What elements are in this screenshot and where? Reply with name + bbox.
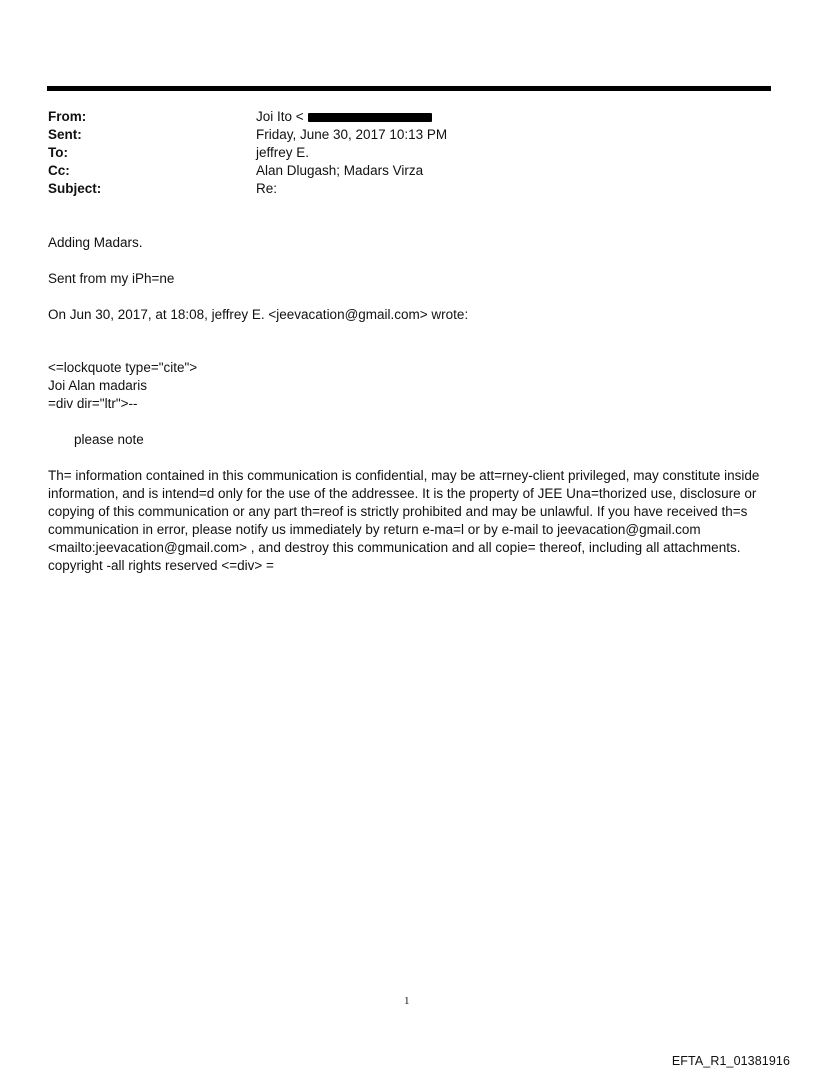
to-row	[48, 144, 748, 162]
disclaimer-paragraph: Th= information contained in this communication is confidential, may be att=rney-client privileged, may constitute inside information, and is intend=d only for the use of the addressee. It is the property of JEE Una=thorized use, disclosure or copying of this communication or any part th=reof is strictly prohibited and may be unlawful. If you have received th=s communication in error, please notify us immediately by return e-ma=l or by e-mail to jeevacation@gmail.com <mailto:jeevacation@gmail.com> , and destroy this communication and all copie= thereof, including all attachments. copyright -all rights reserved <=div> =	[48, 468, 760, 573]
quote-line-1: <=lockquote type="cite">	[48, 360, 198, 375]
from-value	[256, 108, 748, 126]
from-label: From:	[48, 109, 87, 124]
body-line-adding: Adding Madars.	[48, 235, 143, 250]
cc-value: Alan Dlugash; Madars Virza	[256, 163, 424, 178]
sent-value: Friday, June 30, 2017 10:13 PM	[256, 127, 448, 142]
to-value: jeffrey E.	[256, 145, 310, 160]
cc-row	[48, 162, 748, 180]
subject-value: Re:	[256, 181, 278, 196]
document-id: EFTA_R1_01381916	[671, 1054, 790, 1068]
cc-label: Cc:	[48, 163, 70, 178]
from-row	[48, 108, 748, 126]
quote-line-2: Joi Alan madaris	[48, 378, 148, 393]
subject-row	[48, 180, 748, 198]
sent-row	[48, 126, 748, 144]
note-line: please note	[74, 432, 144, 447]
redacted-email	[308, 113, 432, 122]
page-number: 1	[404, 995, 410, 1007]
email-header	[48, 108, 748, 198]
quote-line-3: =div dir="ltr">--	[48, 396, 138, 411]
sent-label: Sent:	[48, 127, 82, 142]
subject-label: Subject:	[48, 181, 102, 196]
to-label: To:	[48, 145, 68, 160]
body-line-signature: Sent from my iPh=ne	[48, 271, 175, 286]
body-line-wrote: On Jun 30, 2017, at 18:08, jeffrey E. <jeevacation@gmail.com> wrote:	[48, 307, 469, 322]
from-name: Joi Ito <	[256, 109, 304, 124]
header-divider	[47, 86, 771, 91]
